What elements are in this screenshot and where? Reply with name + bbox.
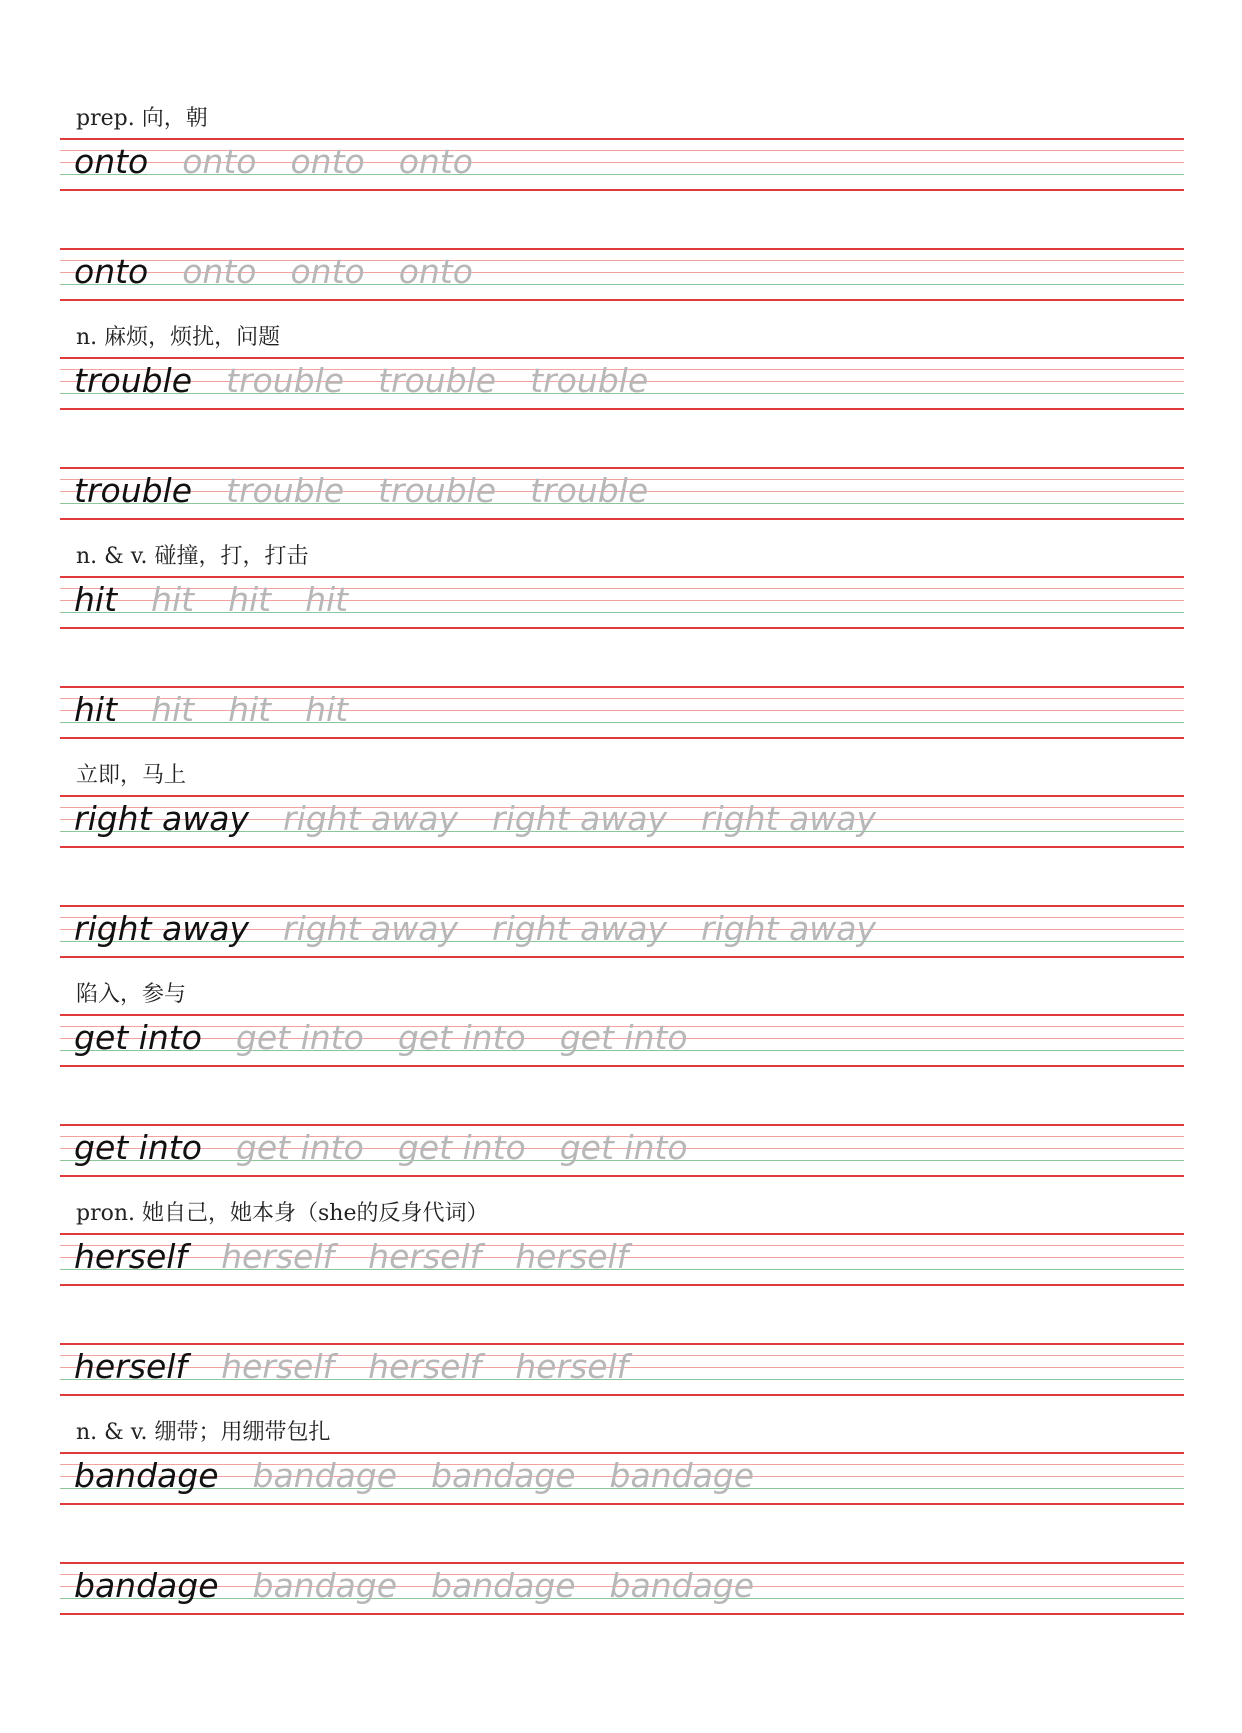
writing-row (60, 576, 1184, 632)
trace-word: trouble (378, 471, 497, 510)
writing-row (60, 686, 1184, 742)
model-word: right away (74, 799, 249, 838)
trace-word: trouble (378, 361, 497, 400)
model-word: onto (74, 142, 149, 181)
writing-row (60, 905, 1184, 961)
guide-line (60, 1503, 1184, 1505)
guide-line (60, 1175, 1184, 1177)
trace-word: herself (515, 1347, 629, 1386)
trace-word: right away (492, 909, 667, 948)
trace-word: herself (221, 1347, 335, 1386)
word-sequence (74, 1237, 662, 1277)
word-sequence (74, 1018, 722, 1058)
guide-line (60, 956, 1184, 958)
word-sequence (74, 909, 910, 949)
trace-word: get into (559, 1128, 688, 1167)
model-word: get into (74, 1018, 202, 1057)
trace-word: onto (398, 142, 473, 181)
word-sequence (74, 1566, 788, 1606)
word-meaning: 陷入，参与 (76, 982, 187, 1007)
trace-word: hit (228, 580, 272, 619)
guide-line (60, 189, 1184, 191)
trace-word: trouble (226, 471, 345, 510)
word-meaning: n. & v. 碰撞，打，打击 (76, 544, 309, 569)
guide-line (60, 467, 1184, 469)
model-word: herself (74, 1237, 188, 1276)
word-meaning: n. 麻烦，烦扰，问题 (76, 325, 281, 350)
guide-line (60, 1284, 1184, 1286)
writing-row (60, 248, 1184, 304)
model-word: bandage (74, 1566, 219, 1605)
writing-row (60, 357, 1184, 413)
guide-line (60, 627, 1184, 629)
word-sequence (74, 252, 507, 292)
guide-line (60, 1394, 1184, 1396)
trace-word: bandage (431, 1566, 576, 1605)
guide-line (60, 846, 1184, 848)
word-meaning: pron. 她自己，她本身（she的反身代词） (76, 1201, 489, 1226)
guide-line (60, 408, 1184, 410)
guide-line (60, 1343, 1184, 1345)
word-sequence (74, 361, 682, 401)
trace-word: right away (701, 799, 876, 838)
guide-line (60, 686, 1184, 688)
guide-line (60, 905, 1184, 907)
trace-word: hit (151, 580, 195, 619)
trace-word: right away (283, 799, 458, 838)
word-sequence (74, 580, 382, 620)
model-word: trouble (74, 471, 193, 510)
trace-word: trouble (530, 361, 649, 400)
guide-line (60, 1452, 1184, 1454)
model-word: hit (74, 690, 118, 729)
guide-line (60, 1233, 1184, 1235)
guide-line (60, 357, 1184, 359)
word-meaning: 立即，马上 (76, 763, 187, 788)
model-word: onto (74, 252, 149, 291)
trace-word: hit (151, 690, 195, 729)
writing-row (60, 1233, 1184, 1289)
trace-word: get into (397, 1018, 526, 1057)
trace-word: hit (305, 690, 349, 729)
trace-word: herself (221, 1237, 335, 1276)
trace-word: onto (398, 252, 473, 291)
trace-word: bandage (431, 1456, 576, 1495)
writing-row (60, 1124, 1184, 1180)
trace-word: bandage (252, 1566, 398, 1605)
word-sequence (74, 1128, 722, 1168)
word-sequence (74, 142, 507, 182)
writing-row (60, 1452, 1184, 1508)
trace-word: bandage (252, 1456, 398, 1495)
trace-word: get into (559, 1018, 688, 1057)
guide-line (60, 795, 1184, 797)
word-sequence (74, 1347, 662, 1387)
writing-row (60, 1014, 1184, 1070)
writing-row (60, 1343, 1184, 1399)
trace-word: right away (492, 799, 667, 838)
guide-line (60, 299, 1184, 301)
guide-line (60, 1065, 1184, 1067)
guide-line (60, 138, 1184, 140)
trace-word: onto (290, 142, 365, 181)
trace-word: onto (290, 252, 365, 291)
writing-row (60, 467, 1184, 523)
writing-row (60, 1562, 1184, 1618)
word-sequence (74, 799, 910, 839)
model-word: bandage (74, 1456, 219, 1495)
trace-word: bandage (609, 1566, 755, 1605)
guide-line (60, 1124, 1184, 1126)
model-word: trouble (74, 361, 193, 400)
trace-word: get into (235, 1018, 364, 1057)
word-meaning: prep. 向，朝 (76, 106, 208, 131)
trace-word: trouble (530, 471, 649, 510)
guide-line (60, 248, 1184, 250)
model-word: right away (74, 909, 249, 948)
trace-word: onto (182, 252, 257, 291)
trace-word: bandage (609, 1456, 755, 1495)
trace-word: get into (235, 1128, 364, 1167)
trace-word: herself (368, 1347, 482, 1386)
trace-word: hit (228, 690, 272, 729)
guide-line (60, 1613, 1184, 1615)
writing-row (60, 795, 1184, 851)
word-meaning: n. & v. 绷带；用绷带包扎 (76, 1420, 331, 1445)
trace-word: onto (182, 142, 257, 181)
word-sequence (74, 471, 682, 511)
trace-word: herself (515, 1237, 629, 1276)
trace-word: right away (283, 909, 458, 948)
model-word: herself (74, 1347, 188, 1386)
model-word: get into (74, 1128, 202, 1167)
guide-line (60, 1014, 1184, 1016)
trace-word: trouble (226, 361, 345, 400)
trace-word: get into (397, 1128, 526, 1167)
word-sequence (74, 1456, 788, 1496)
model-word: hit (74, 580, 118, 619)
guide-line (60, 1562, 1184, 1564)
trace-word: herself (368, 1237, 482, 1276)
guide-line (60, 518, 1184, 520)
guide-line (60, 737, 1184, 739)
trace-word: right away (701, 909, 876, 948)
word-sequence (74, 690, 382, 730)
trace-word: hit (305, 580, 349, 619)
guide-line (60, 576, 1184, 578)
writing-row (60, 138, 1184, 194)
